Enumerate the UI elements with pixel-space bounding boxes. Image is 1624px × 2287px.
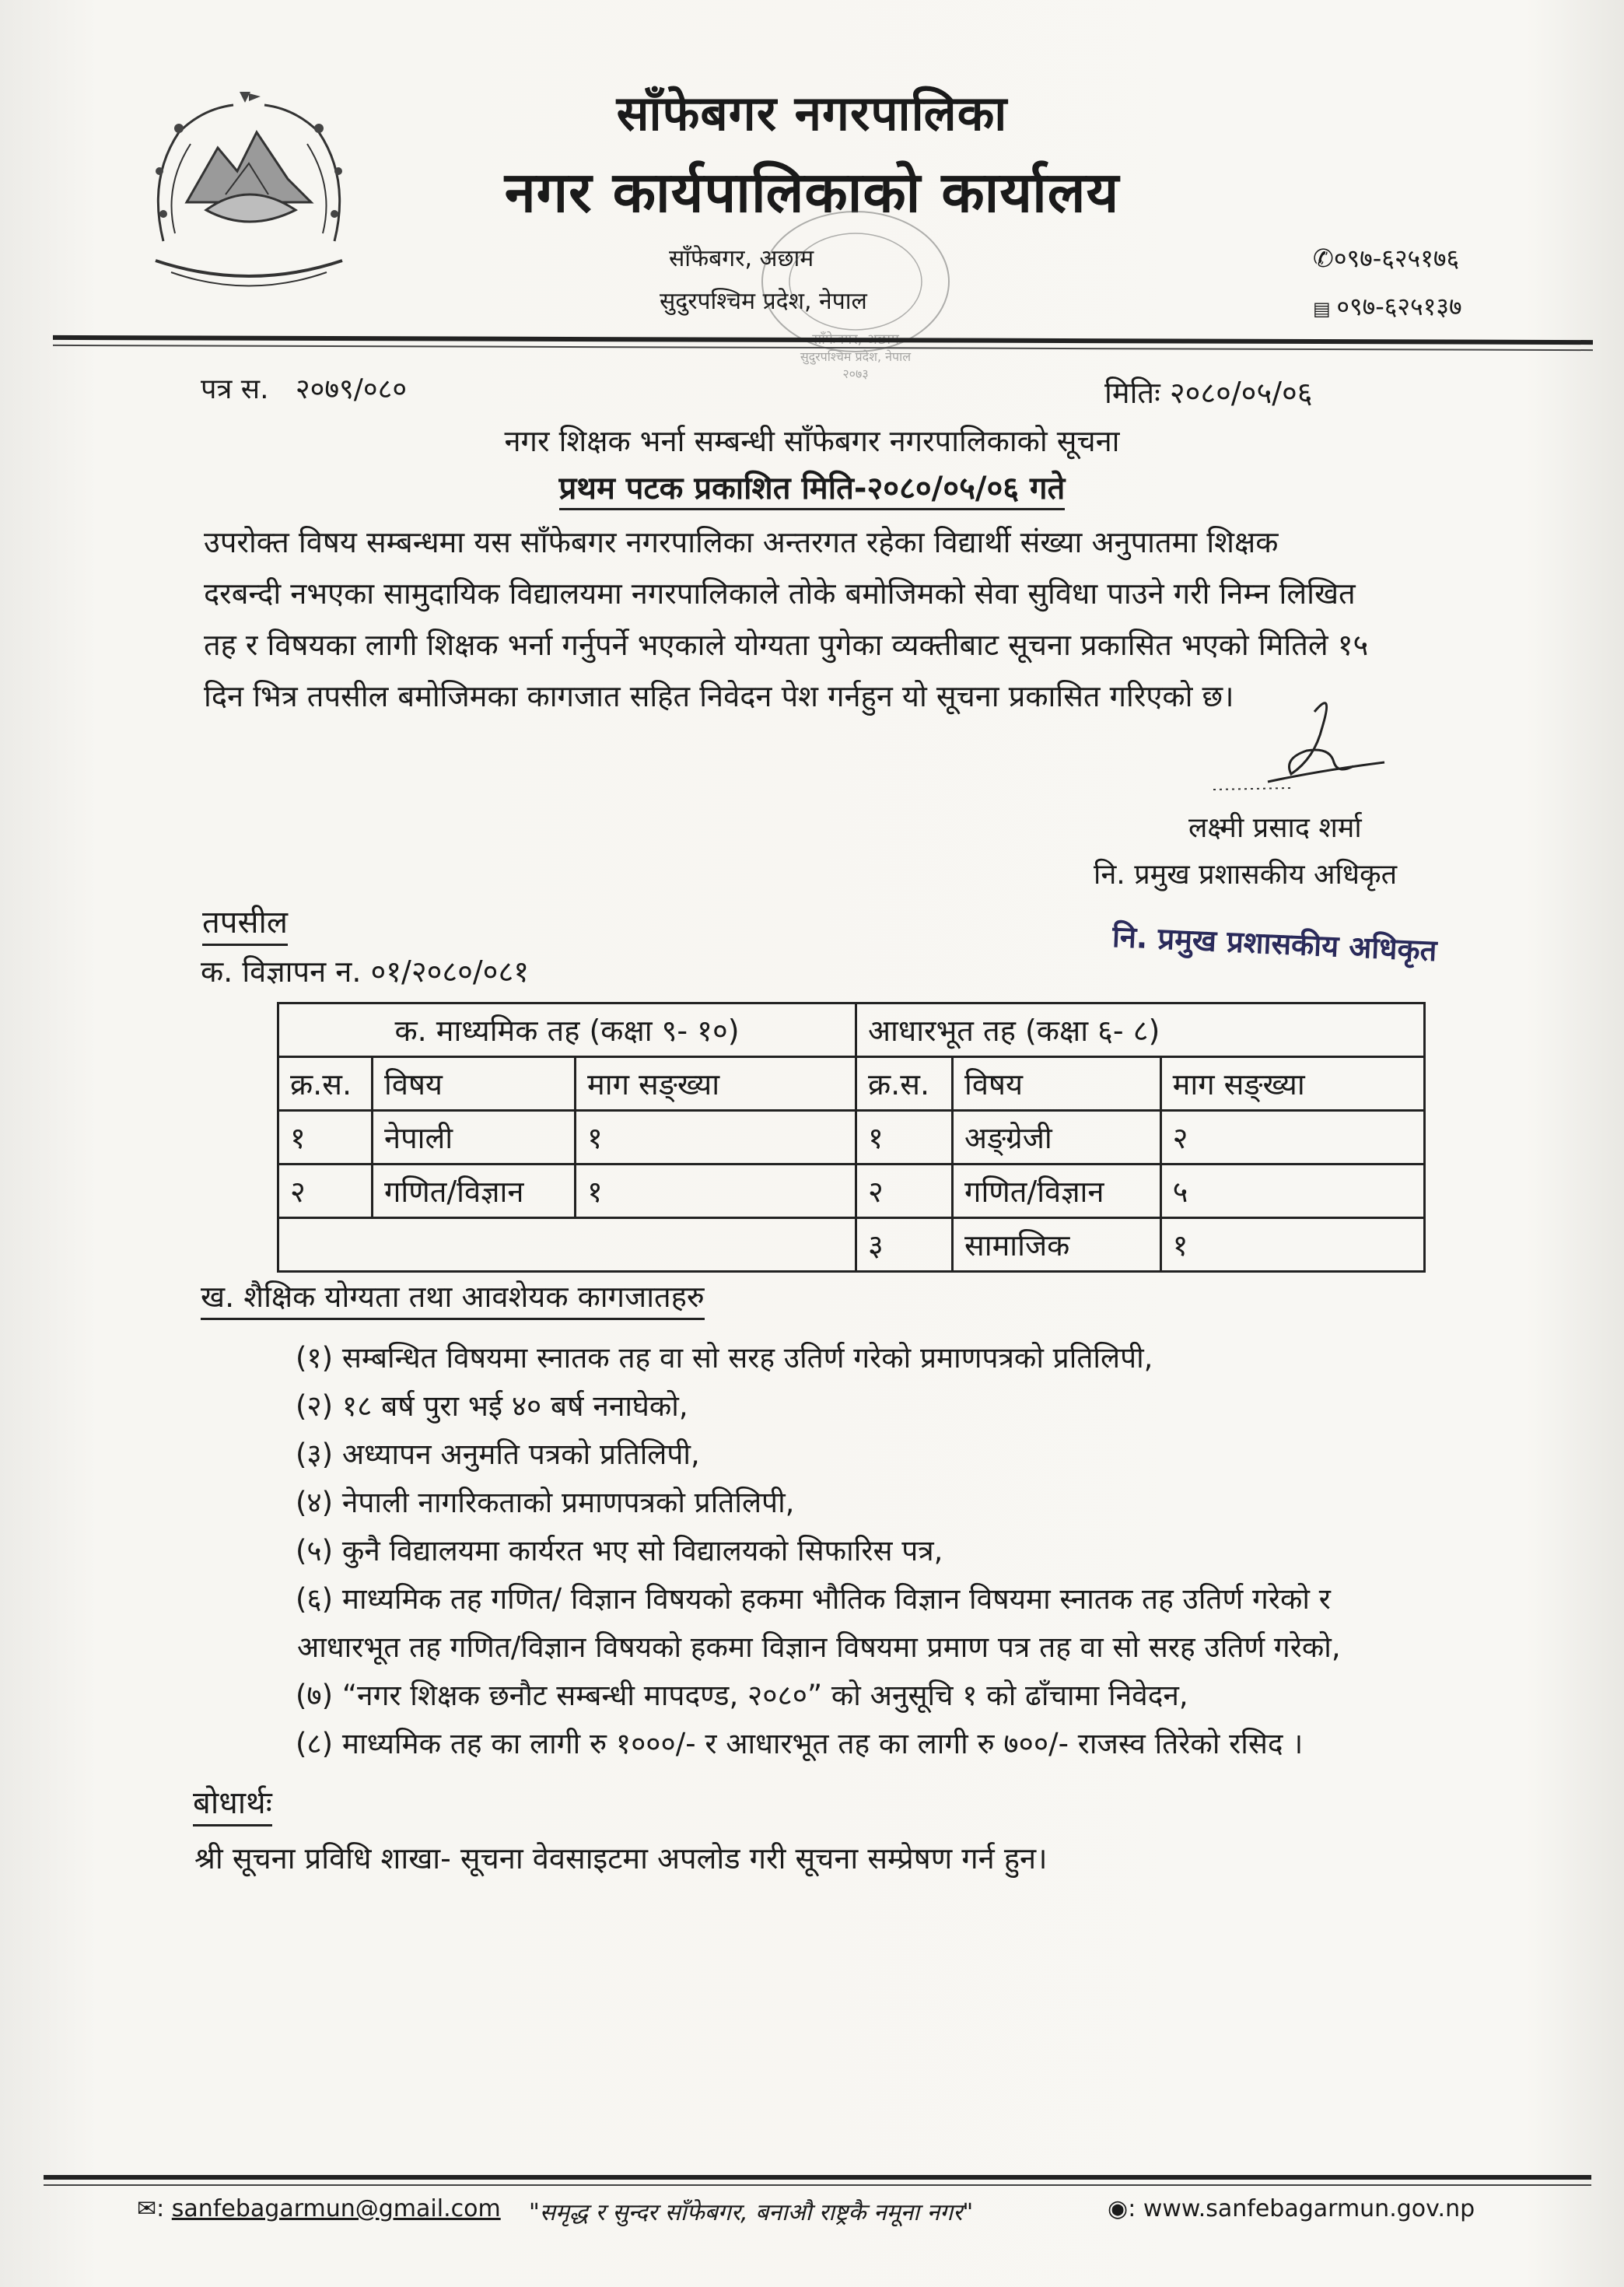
notice-subject: नगर शिक्षक भर्ना सम्बन्धी साँफेबगर नगरपालिकाको सूचना [504, 424, 1120, 458]
table-row [278, 1111, 1425, 1165]
fax-icon: ▤ [1313, 298, 1337, 320]
address-line-1: साँफेबगर, अछाम [669, 245, 814, 272]
footer-rule [44, 2175, 1591, 2180]
table-cell: १ [1160, 1218, 1424, 1272]
table-cell: गणित/विज्ञान [373, 1165, 576, 1218]
cc-heading: बोधार्थः [193, 1780, 272, 1826]
table-cell: १ [576, 1111, 856, 1165]
table-cell: ३ [856, 1218, 953, 1272]
table-row [278, 1165, 1425, 1218]
footer-rule-thin [44, 2184, 1591, 2186]
column-header: क्र.स. [278, 1057, 373, 1111]
globe-icon: ◉ [1108, 2195, 1129, 2222]
publication-date: प्रथम पटक प्रकाशित मिति-२०८०/०५/०६ गते [0, 465, 1624, 508]
secondary-level-heading: क. माध्यमिक तह (कक्षा ९- १०) [278, 1003, 856, 1057]
requirement-item: (१) सम्बन्धित विषयमा स्नातक तह वा सो सरह उतिर्ण गरेको प्रमाणपत्रको प्रतिलिपी, [296, 1341, 1153, 1375]
vacancy-table [277, 1002, 1426, 1273]
body-line: दिन भित्र तपसील बमोजिमका कागजात सहित निवेदन पेश गर्नहुन यो सूचना प्रकासित गरिएको छ। [204, 679, 1234, 713]
table-cell: गणित/विज्ञान [953, 1165, 1161, 1218]
seal-text-3: २०७३ [842, 366, 869, 381]
letter-date: मितिः २०८०/०५/०६ [1104, 376, 1313, 410]
fax-number: ▤ ०९७-६२५१३७ [1313, 292, 1462, 321]
requirements-heading: ख. शैक्षिक योग्यता तथा आवशेयक कागजातहरु [201, 1276, 705, 1320]
office-name: नगर कार्यपालिकाको कार्यालय [504, 159, 1120, 225]
requirement-item: (६) माध्यमिक तह गणित/ विज्ञान विषयको हकमा भौतिक विज्ञान विषयमा स्नातक तह उतिर्ण गरेको र [296, 1582, 1331, 1616]
table-cell: सामाजिक [953, 1218, 1161, 1272]
designation-stamp: नि. प्रमुख प्रशासकीय अधिकृत [1111, 919, 1438, 968]
table-cell: ५ [1160, 1165, 1424, 1218]
phone-number: ✆०९७-६२५१७६ [1313, 243, 1460, 273]
office-seal [739, 204, 972, 383]
reference-number: पत्र स. २०७९/०८० [201, 373, 408, 405]
requirement-item: (३) अध्यापन अनुमति पत्रको प्रतिलिपी, [296, 1438, 700, 1471]
body-line: उपरोक्त विषय सम्बन्धमा यस साँफेबगर नगरपालिका अन्तरगत रहेका विद्यार्थी संख्या अनुपातमा शिक्षक [204, 525, 1279, 559]
column-header: विषय [373, 1057, 576, 1111]
table-header-row [278, 1003, 1425, 1057]
basic-level-heading: आधारभूत तह (कक्षा ६- ८) [856, 1003, 1425, 1057]
phone-icon: ✆ [1313, 243, 1334, 273]
body-line: दरबन्दी नभएका सामुदायिक विद्यालयमा नगरपालिकाले तोके बमोजिमको सेवा सुविधा पाउने गरी निम्न लिखित [204, 576, 1356, 611]
requirement-item-continued: आधारभूत तह गणित/विज्ञान विषयको हकमा विज्ञान विषयमा प्रमाण पत्र तह वा सो सरह उतिर्ण गरेको, [297, 1630, 1341, 1664]
mail-icon: ✉ [137, 2195, 157, 2222]
requirement-item: (५) कुनै विद्यालयमा कार्यरत भए सो विद्यालयको सिफारिस पत्र, [296, 1534, 943, 1567]
advertisement-number: क. विज्ञापन न. ०१/२०८०/०८१ [201, 954, 529, 989]
table-column-row [278, 1057, 1425, 1111]
table-cell: १ [856, 1111, 953, 1165]
handwritten-signature [1198, 688, 1400, 805]
table-cell: २ [278, 1165, 373, 1218]
requirement-item: (४) नेपाली नागरिकताको प्रमाणपत्रको प्रतिलिपी, [296, 1486, 795, 1519]
table-cell: २ [856, 1165, 953, 1218]
column-header: विषय [953, 1057, 1161, 1111]
table-cell: १ [576, 1165, 856, 1218]
footer-slogan: "समृद्ध र सुन्दर साँफेबगर, बनाऔ राष्ट्रकै नमूना नगर" [529, 2199, 974, 2226]
municipality-name: साँफेबगर नगरपालिका [616, 85, 1008, 142]
address-line-2: सुदुरपश्चिम प्रदेश, नेपाल [660, 288, 867, 315]
column-header: माग सङ्ख्या [1160, 1057, 1424, 1111]
requirement-item: (८) माध्यमिक तह का लागी रु १०००/- र आधारभूत तह का लागी रु ७००/- राजस्व तिरेको रसिद । [296, 1727, 1304, 1760]
table-row [278, 1218, 1425, 1272]
seal-text-2: सुदुरपश्चिम प्रदेश, नेपाल [800, 349, 912, 364]
table-cell: अङ्ग्रेजी [953, 1111, 1161, 1165]
requirement-item: (७) “नगर शिक्षक छनौट सम्बन्धी मापदण्ड, २०८०” को अनुसूचि १ को ढाँचामा निवेदन, [296, 1679, 1188, 1712]
table-cell: १ [278, 1111, 373, 1165]
footer-website[interactable]: ◉: www.sanfebagarmun.gov.np [1108, 2195, 1475, 2222]
signatory-title: नि. प्रमुख प्रशासकीय अधिकृत [1094, 859, 1398, 891]
column-header: क्र.स. [856, 1057, 953, 1111]
table-cell: २ [1160, 1111, 1424, 1165]
requirement-item: (२) १८ बर्ष पुरा भई ४० बर्ष ननाघेको, [296, 1389, 688, 1423]
schedule-heading: तपसील [202, 899, 288, 946]
table-cell: नेपाली [373, 1111, 576, 1165]
signatory-name: लक्ष्मी प्रसाद शर्मा [1188, 812, 1362, 844]
footer-email[interactable]: ✉: sanfebagarmun@gmail.com [137, 2195, 501, 2222]
body-line: तह र विषयका लागी शिक्षक भर्ना गर्नुपर्ने भएकाले योग्यता पुगेका व्यक्तीबाट सूचना प्रकासित भएको मितिले १५ [204, 628, 1369, 662]
column-header: माग सङ्ख्या [576, 1057, 856, 1111]
table-cell-empty [278, 1218, 856, 1272]
cc-text: श्री सूचना प्रविधि शाखा- सूचना वेवसाइटमा अपलोड गरी सूचना सम्प्रेषण गर्न हुन। [194, 1841, 1048, 1875]
